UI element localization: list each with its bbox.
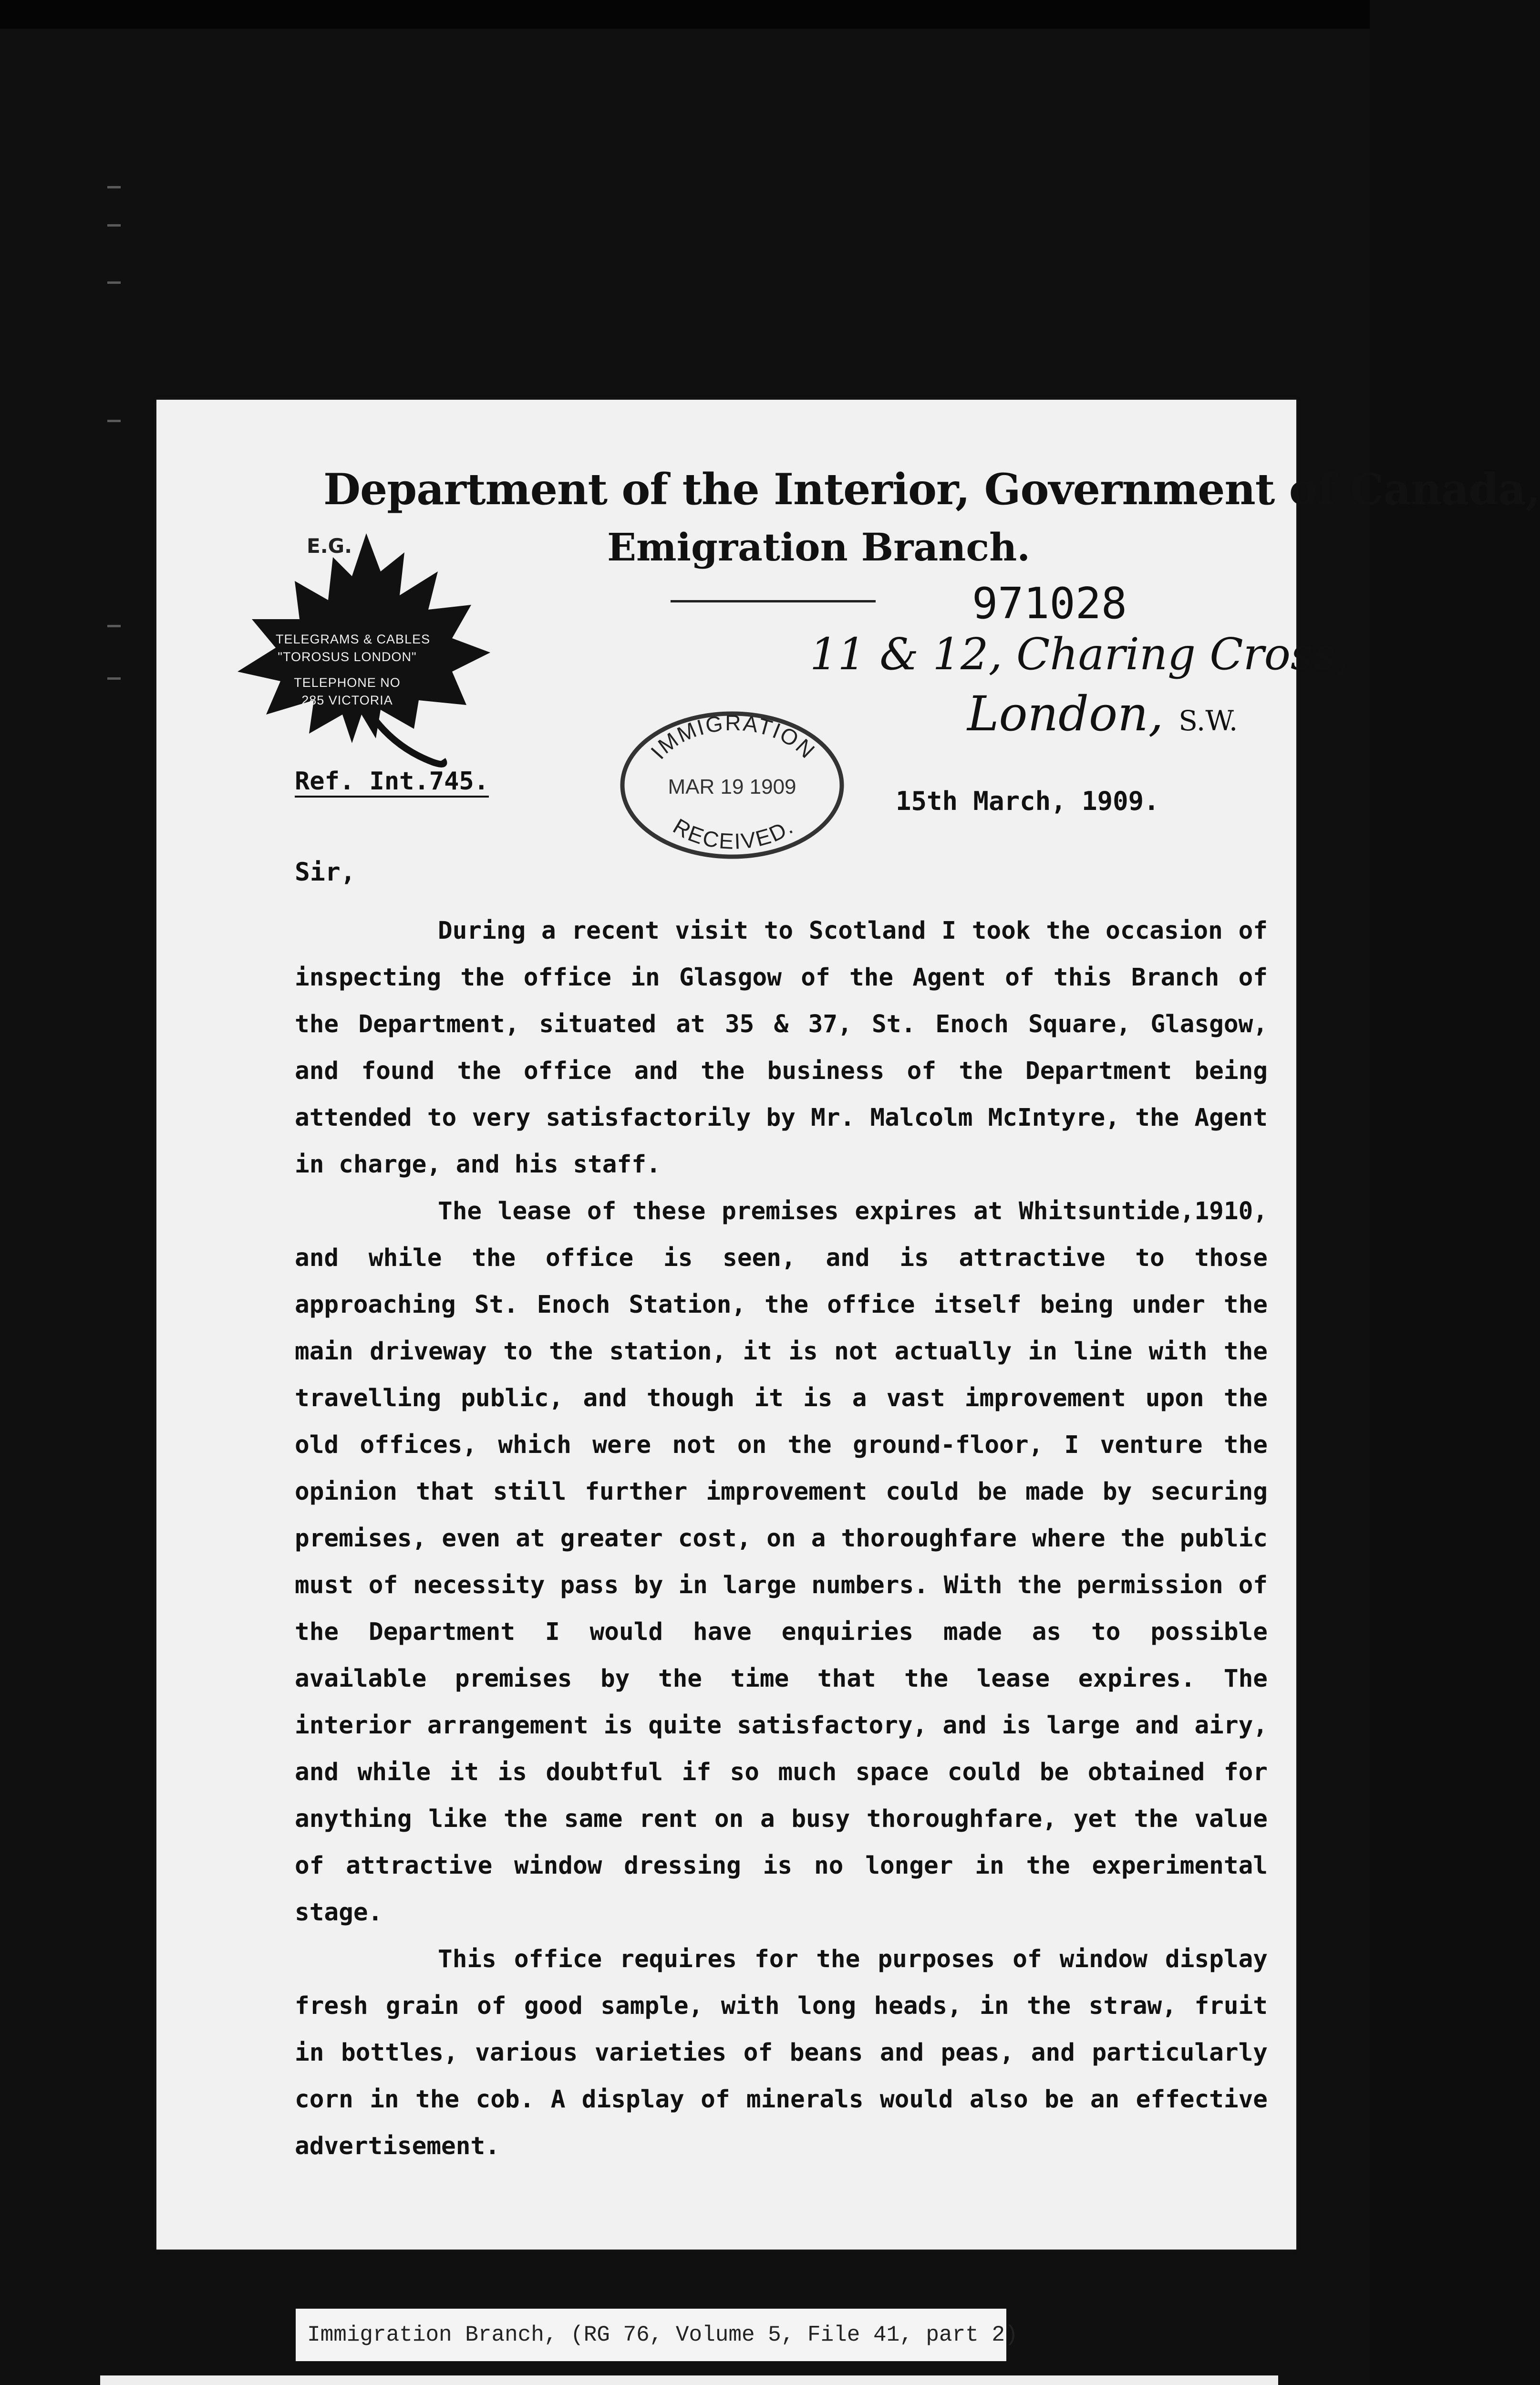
address-district: S.W.	[1178, 705, 1238, 737]
letterhead-rule	[671, 600, 876, 602]
film-mark	[107, 677, 121, 680]
emblem-telegrams: TELEGRAMS & CABLES	[276, 632, 431, 646]
file-number: 971028	[972, 579, 1127, 629]
letter-body	[295, 908, 1268, 2170]
film-edge	[0, 0, 1370, 29]
film-mark	[107, 186, 121, 188]
emblem-telephone-number: 285 VICTORIA	[301, 693, 393, 707]
received-stamp	[617, 709, 848, 861]
stamp-top-text: IMMIGRATION	[645, 710, 821, 764]
film-mark	[107, 281, 121, 284]
paragraph: The lease of these premises expires at Whitsuntide,1910, and while the office is seen, and is attractive to those approaching St. Enoch Station, the office itself being under the main driveway to the station, it is not actually in line with the travelling public, and though it is a vast improvement upon the old offices, which were not on the ground-floor, I venture the opinion that still further improvement could be made by securing premises, even at greater cost, on a thoroughfare where the public must of necessity pass by in large numbers. With the permission of the Department I would have enquiries made as to possible available premises by the time that the lease expires. The interior arrangement is quite satisfactory, and is large and airy, and while it is doubtful if so much space could be obtained for anything like the same rent on a busy thoroughfare, yet the value of attractive window dressing is no longer in the experimental stage.	[295, 1197, 1268, 1927]
letter-date: 15th March, 1909.	[896, 786, 1159, 816]
paragraph: During a recent visit to Scotland I took the occasion of inspecting the office in Glasgow of the Agent of this Branch of the Department, situated at 35 & 37, St. Enoch Square, Glasgow, and found the office and the business of the Department being attended to very satisfactorily by Mr. Malcolm McIntyre, the Agent in charge, and his staff.	[295, 917, 1268, 1179]
letterhead-department: Department of the Interior, Government of Canada,	[323, 464, 1540, 515]
archive-reference-label: Immigration Branch, (RG 76, Volume 5, File 41, part 2)	[296, 2309, 1006, 2361]
letter-page	[156, 400, 1540, 2250]
emblem-initials: E.G.	[307, 534, 352, 558]
paragraph: This office requires for the purposes of window display fresh grain of good sample, with long heads, in the straw, fruit in bottles, various varieties of beans and peas, and particularly corn in the cob. A display of minerals would also be an effective advertisement.	[295, 1945, 1268, 2160]
maple-leaf-icon	[223, 514, 509, 781]
letterhead-branch: Emigration Branch.	[607, 525, 1031, 570]
archives-card	[100, 2375, 1278, 2385]
emblem-cable-address: "TOROSUS LONDON"	[278, 650, 417, 664]
salutation: Sir,	[295, 858, 356, 887]
address-city: London,	[967, 686, 1164, 742]
film-mark	[107, 224, 121, 227]
reference-number: Ref. Int.745.	[295, 767, 489, 798]
address-city-line	[967, 686, 1238, 742]
address-street: 11 & 12, Charing Cross,	[810, 629, 1350, 680]
emblem-telephone-label: TELEPHONE NO	[294, 675, 401, 690]
maple-leaf-emblem	[223, 514, 509, 781]
film-mark	[107, 625, 121, 627]
stamp-date: MAR 19 1909	[668, 775, 796, 798]
stamp-bottom-text: RECEIVED.	[669, 813, 798, 854]
film-mark	[107, 420, 121, 422]
